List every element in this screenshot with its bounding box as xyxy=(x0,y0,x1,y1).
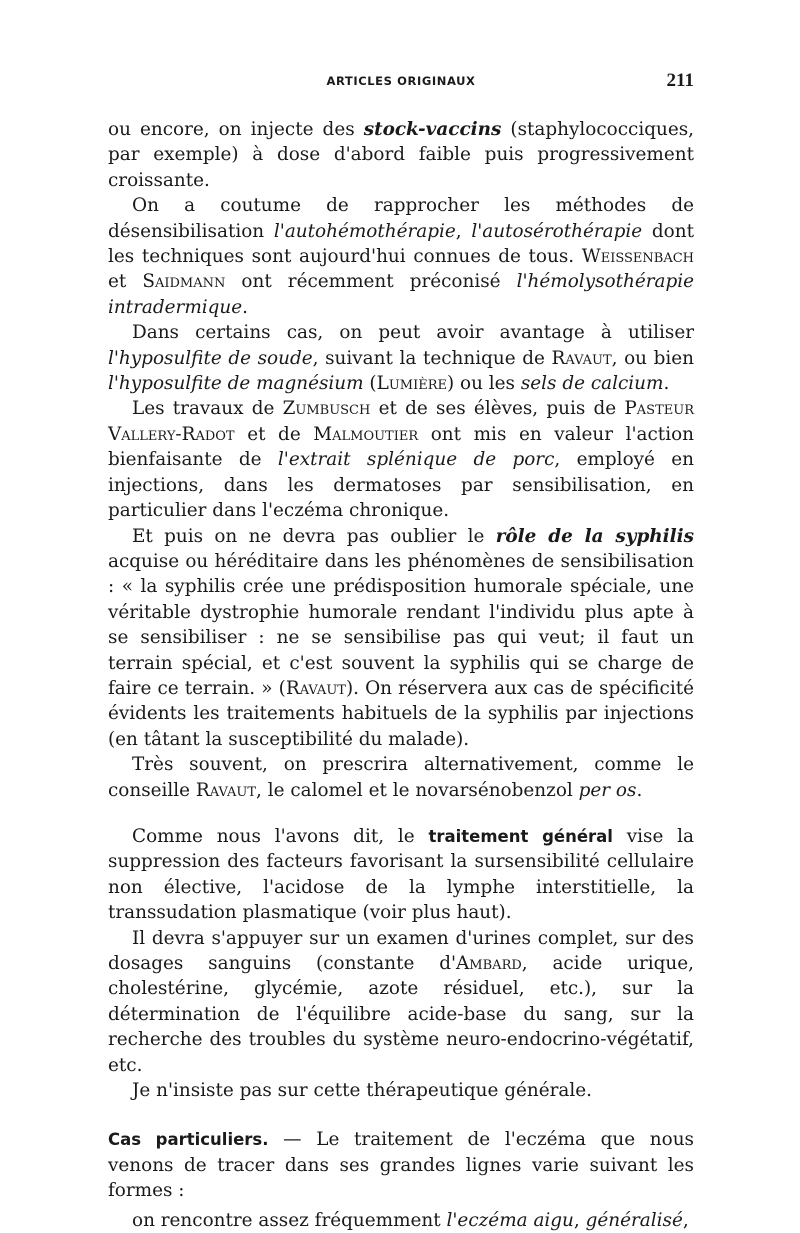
term-eczema-aigu: l'eczéma aigu xyxy=(446,1209,574,1231)
term-extrait-splenique: l'extrait splénique de porc xyxy=(277,449,555,471)
paragraph-calomel xyxy=(108,752,694,803)
text-run: et de xyxy=(234,423,314,445)
text-run: et de ses élèves, puis de xyxy=(370,398,625,420)
author-name: Ravaut xyxy=(551,347,612,369)
text-run: ( xyxy=(363,373,377,395)
author-name: Ravaut xyxy=(285,677,346,699)
term-autoserotherapie: l'autosérothérapie xyxy=(471,220,643,242)
term-per-os: per os xyxy=(578,779,637,801)
paragraph-therapeutique-generale xyxy=(108,1078,694,1103)
text-run: (staphylococciques, par exemple) à dose d'abord faible puis progressivement croissante. xyxy=(108,119,694,191)
paragraph-stock-vaccins xyxy=(108,117,694,193)
term-hyposulfite-soude: l'hyposulfite de soude xyxy=(108,347,313,369)
page-number: 211 xyxy=(666,70,694,91)
text-run: ). On réservera aux cas de spécificité évidents les traitements habituels de la syphilis par injections (en tâtant la susceptibilité du malade). xyxy=(108,677,695,750)
author-name: Pasteur Vallery-Radot xyxy=(108,398,694,445)
term-sels-calcium: sels de calcium xyxy=(520,373,664,395)
text-run: ont mis en valeur l'action bienfaisante de xyxy=(108,423,694,471)
term-autohemotherapie: l'autohémothérapie xyxy=(273,220,456,242)
term-role-syphilis: rôle de la syphilis xyxy=(495,525,694,547)
text-run: , suivant la technique de xyxy=(312,347,552,369)
paragraph-examens xyxy=(108,926,694,1078)
section-heading-cas-particuliers: Cas particuliers. xyxy=(108,1130,269,1150)
paragraph-syphilis xyxy=(108,524,694,753)
author-name: Ravaut xyxy=(195,779,257,801)
author-name: Saidmann xyxy=(142,271,226,293)
text-run: , xyxy=(455,220,472,242)
text-run: Il devra s'appuyer sur un examen d'urines complet, sur des dosages sanguins (constante d' xyxy=(108,927,694,974)
paragraph-extrait-splenique xyxy=(108,396,694,523)
text-run: et xyxy=(108,271,143,293)
author-name: Zumbusch xyxy=(282,398,371,420)
running-title: ARTICLES ORIGINAUX xyxy=(326,74,476,88)
author-name: Malmoutier xyxy=(313,423,419,445)
text-run: acquise ou héréditaire dans les phénomènes de sensibilisation : « la syphilis crée une prédisposition humorale spéciale, une véritable dystrophie humorale rendant l'individu plus apte à se sensibiliser : ne se sensibilise pas qui veut; il faut un terrain spécial, et c'est souvent la syphilis qui se charge de faire ce terrain. » ( xyxy=(108,550,694,699)
term-generalise: généralisé xyxy=(585,1209,683,1231)
text-run: dont les techniques sont aujourd'hui connues de tous. xyxy=(108,220,694,268)
text-run: , xyxy=(682,1209,689,1231)
text-run: , le calomel et le novarsénobenzol xyxy=(256,779,579,801)
text-run: Très souvent, on prescrira alternativement, comme le conseille xyxy=(108,754,694,801)
text-run: . xyxy=(242,296,248,318)
body-text xyxy=(108,117,694,1233)
author-name: Weissenbach xyxy=(581,246,694,268)
text-run: on rencontre assez fréquemment xyxy=(132,1209,447,1231)
term-hemolysotherapie: l'hémolysothérapie intradermique xyxy=(108,271,694,318)
author-name: Ambard xyxy=(456,953,522,974)
paragraph-eczema-aigu xyxy=(108,1208,694,1233)
text-run: Les travaux de xyxy=(132,398,283,420)
text-run: , xyxy=(573,1209,586,1231)
paragraph-desensibilisation xyxy=(108,193,694,320)
text-run: — Le traitement de l'eczéma que nous venons de tracer dans ses grandes lignes varie suivant les formes : xyxy=(108,1129,694,1202)
text-run: , ou bien xyxy=(611,347,694,369)
term-traitement-general: traitement général xyxy=(428,826,613,846)
text-run: Et puis on ne devra pas oublier le xyxy=(132,525,496,547)
paragraph-hyposulfite xyxy=(108,320,694,396)
term-hyposulfite-magnesium: l'hyposulfite de magnésium xyxy=(108,373,364,395)
term-stock-vaccins: stock-vaccins xyxy=(363,119,502,140)
text-run: Comme nous l'avons dit, le xyxy=(132,825,429,847)
text-run: . xyxy=(636,779,643,801)
text-run: vise la suppression des facteurs favorisant la sursensibilité cellulaire non élective, l'acidose de la lymphe interstitielle, la transsudation plasmatique (voir plus haut). xyxy=(108,825,694,924)
author-name: Lumière xyxy=(376,373,447,395)
text-run: Dans certains cas, on peut avoir avantage à utiliser xyxy=(132,322,694,344)
paragraph-cas-particuliers xyxy=(108,1127,694,1203)
text-run: ou encore, on injecte des xyxy=(108,119,364,140)
page-header xyxy=(108,70,694,104)
text-run: , employé en injections, dans les dermatoses par sensibilisation, en particulier dans l'eczéma chronique. xyxy=(108,449,694,522)
paragraph-traitement-general xyxy=(108,824,694,926)
text-run: On a coutume de rapprocher les méthodes de désensibilisation xyxy=(108,195,694,242)
text-run: Je n'insiste pas sur cette thérapeutique générale. xyxy=(132,1080,592,1102)
text-run: ) ou les xyxy=(447,373,521,395)
text-run: ont récemment préconisé xyxy=(225,271,517,293)
text-run: . xyxy=(663,373,670,395)
text-run: , acide urique, cholestérine, glycémie, azote résiduel, etc.), sur la détermination de l'équilibre acide-base du sang, sur la recherche des troubles du système neuro-endocrino-végétatif, etc. xyxy=(108,953,694,1076)
